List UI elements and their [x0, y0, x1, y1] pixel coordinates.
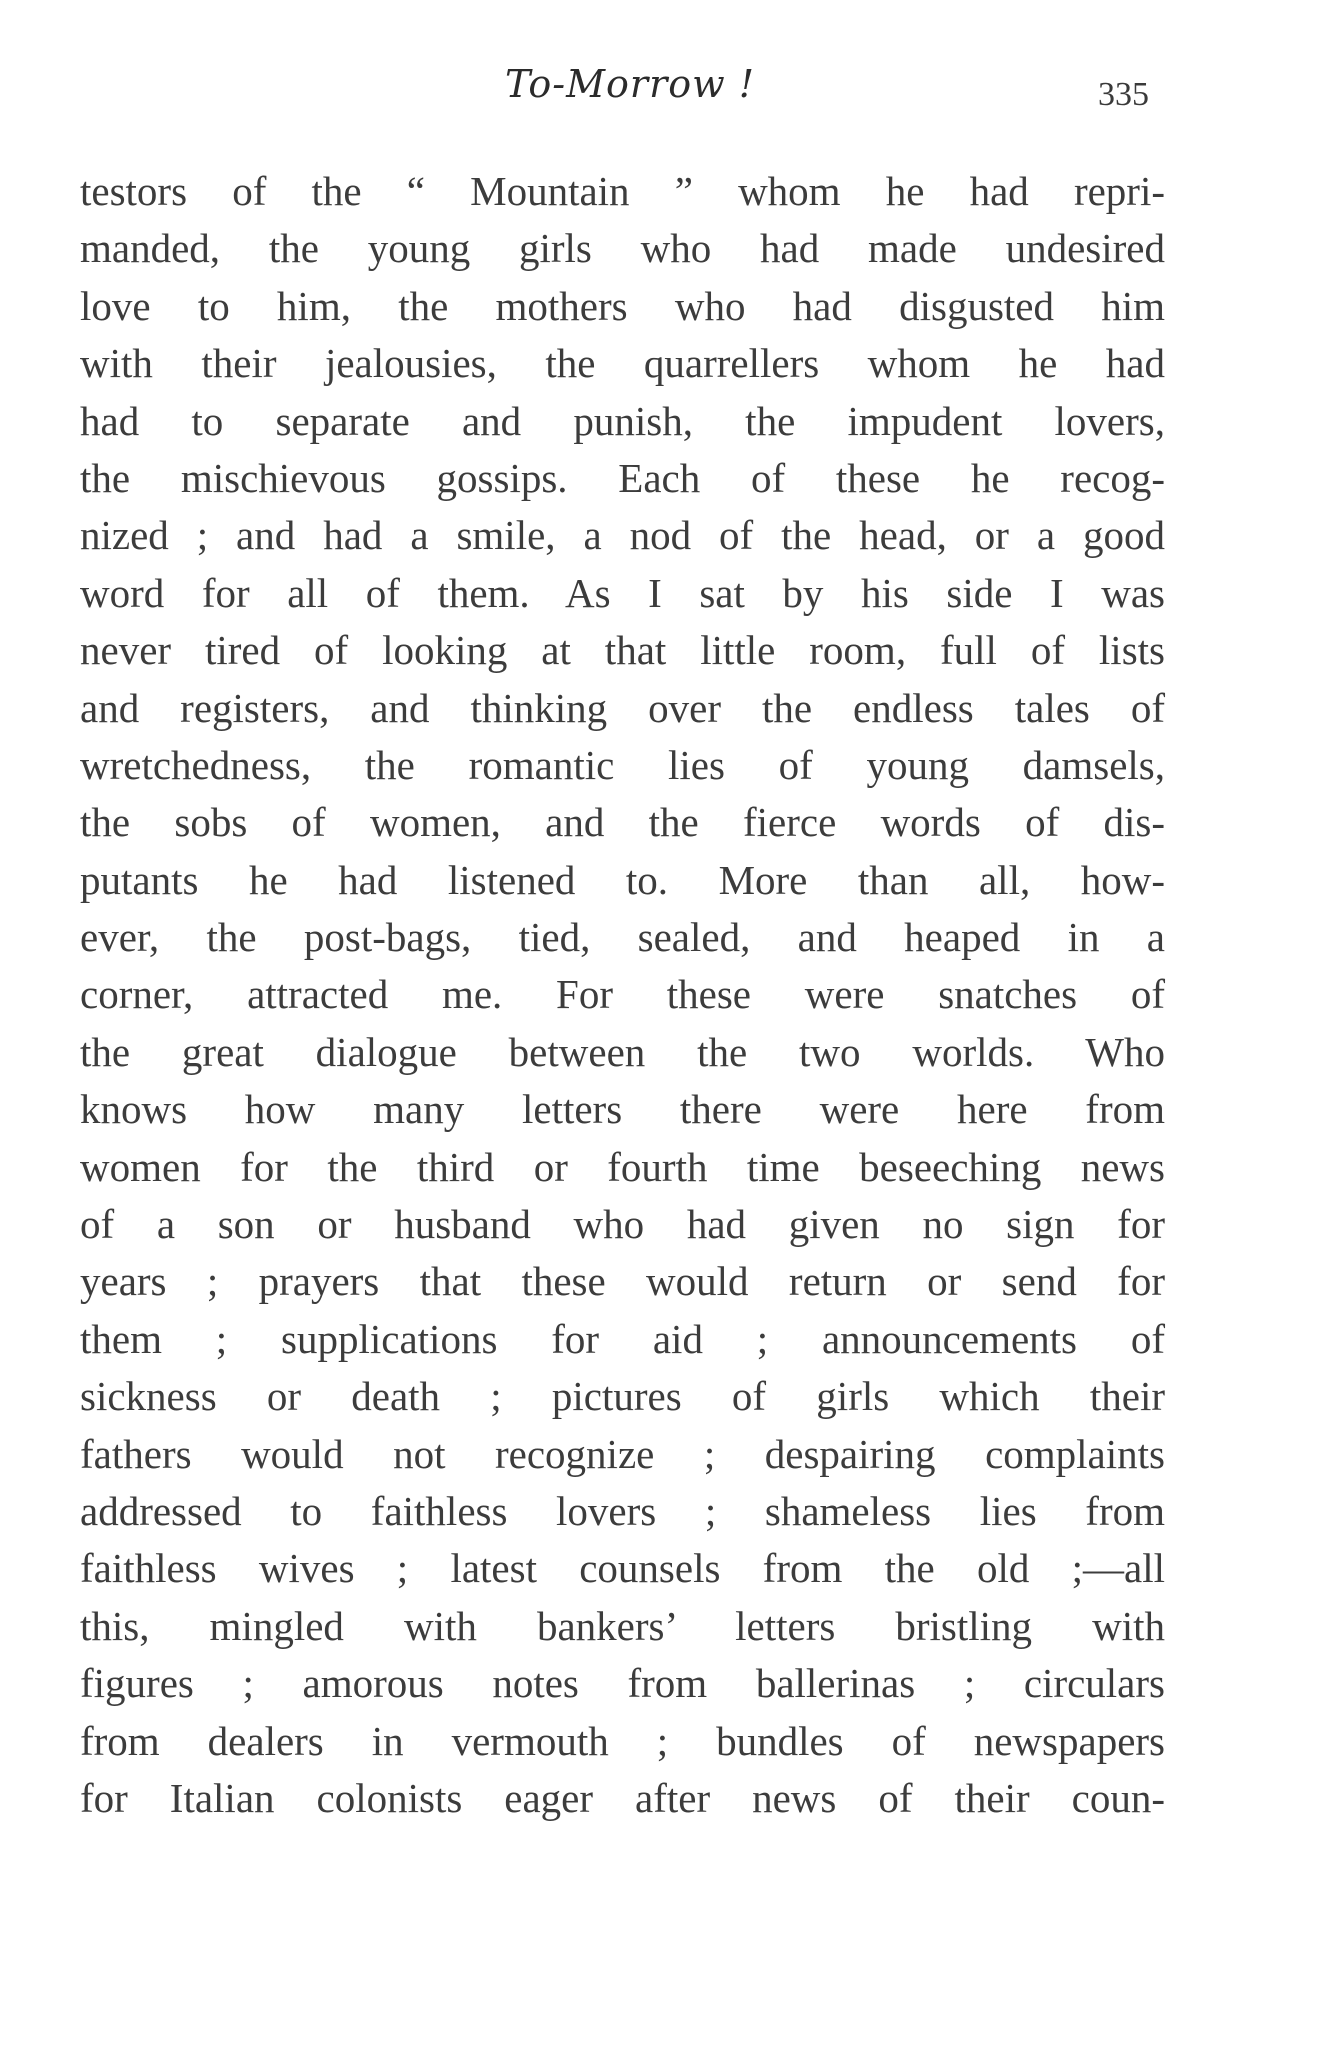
text-line: love to him, the mothers who had disgusted him	[80, 282, 1165, 329]
text-line: with their jealousies, the quarrellers whom he had	[80, 340, 1165, 387]
text-line: women for the third or fourth time beseeching news	[80, 1143, 1165, 1190]
text-line: wretchedness, the romantic lies of young damsels,	[80, 741, 1165, 788]
text-line: knows how many letters there were here from	[80, 1086, 1165, 1133]
text-line: putants he had listened to. More than all, how-	[80, 856, 1165, 903]
text-line: figures ; amorous notes from ballerinas ; circulars	[80, 1660, 1165, 1707]
body-text	[80, 163, 1165, 1827]
running-title: To-Morrow !	[505, 62, 755, 106]
text-line: addressed to faithless lovers ; shameless lies from	[80, 1487, 1165, 1534]
text-line: years ; prayers that these would return or send for	[80, 1258, 1165, 1305]
text-line: and registers, and thinking over the endless tales of	[80, 684, 1165, 731]
text-line: the mischievous gossips. Each of these he recog-	[80, 454, 1165, 501]
text-line: had to separate and punish, the impudent lovers,	[80, 397, 1165, 444]
running-head	[0, 62, 1328, 132]
text-line: for Italian colonists eager after news of their coun-	[80, 1774, 1165, 1821]
text-line: never tired of looking at that little room, full of lists	[80, 627, 1165, 674]
text-line: corner, attracted me. For these were snatches of	[80, 971, 1165, 1018]
text-line: faithless wives ; latest counsels from the old ;—all	[80, 1545, 1165, 1592]
text-line: from dealers in vermouth ; bundles of newspapers	[80, 1717, 1165, 1764]
text-line: manded, the young girls who had made undesired	[80, 225, 1165, 272]
text-line: word for all of them. As I sat by his side I was	[80, 569, 1165, 616]
page-number: 335	[1098, 76, 1149, 113]
text-line: of a son or husband who had given no sign for	[80, 1201, 1165, 1248]
text-line: this, mingled with bankers’ letters bristling with	[80, 1602, 1165, 1649]
text-line: them ; supplications for aid ; announcements of	[80, 1315, 1165, 1362]
text-line: testors of the “ Mountain ” whom he had repri-	[80, 168, 1165, 214]
text-line: the sobs of women, and the fierce words of dis-	[80, 799, 1165, 846]
text-line: sickness or death ; pictures of girls which their	[80, 1373, 1165, 1420]
text-line: nized ; and had a smile, a nod of the head, or a good	[80, 512, 1165, 559]
text-line: the great dialogue between the two worlds. Who	[80, 1028, 1165, 1075]
text-line: fathers would not recognize ; despairing complaints	[80, 1430, 1165, 1477]
text-line: ever, the post-bags, tied, sealed, and heaped in a	[80, 914, 1165, 961]
